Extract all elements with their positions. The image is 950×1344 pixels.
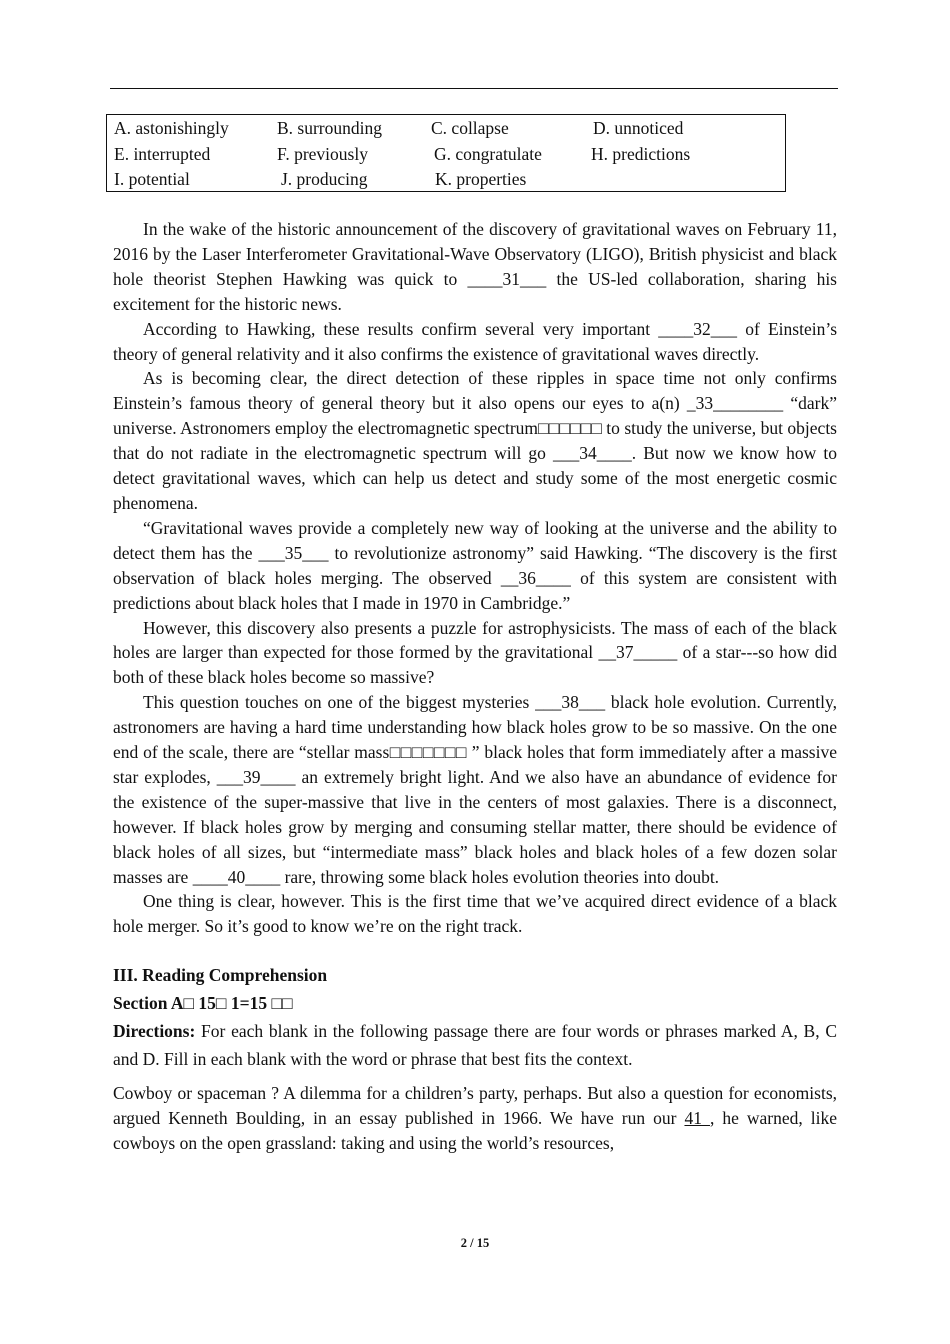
word-option-i: I. potential [114,169,190,189]
page-number: 2 / 15 [460,1236,490,1250]
passage2-text-end: , he warned, like cowboys on the open grassland: taking and using the world’s resources, [113,1108,838,1154]
section-spacer [113,939,837,961]
directions-text: For each blank in the following passage there are four words or phrases marked A, B, C and D. Fill in each blank with the word or phrase that best fits the context. [113,1021,837,1070]
passage-paragraph: According to Hawking, these results confirm several very important ____32___ of Einstein’s theory of general relativity and it also confirms the existence of gravitational waves directly. [113,318,837,364]
passage-paragraph: This question touches on one of the biggest mysteries ___38___ black hole evolution. Currently, astronomers are having a hard time understanding how black holes grow to be so massive. On the one end of the scale, there are “stellar mass□□□□□□□ ” black holes that form immediately after a massive star explodes, ___39____ an extremely bright light. And we also have an abundance of evidence for the existence of the super-massive that live in the centers of most galaxies. There is a disconnect, however. If black holes grow by merging and consuming stellar matter, there should be evidence of black holes of all sizes, but “intermediate mass” black holes and black holes of a few dozen solar masses are ____40____ rare, throwing some black holes evolution theories into doubt. [113,692,837,887]
directions [113,1017,837,1073]
blank-41: 41 [684,1108,710,1129]
word-option-c: C. collapse [431,118,509,138]
main-content [113,217,837,1156]
directions-label: Directions: [113,1021,196,1042]
section-heading: III. Reading Comprehension [113,965,328,986]
word-option-k: K. properties [435,169,527,189]
passage2-text-start: Cowboy or spaceman ? A dilemma for a children’s party, perhaps. But also a question for economists, argued Kenneth Boulding, in an essay published in 1966. We have run our [113,1083,837,1129]
word-option-a: A. astonishingly [114,118,229,138]
word-option-h: H. predictions [591,144,691,164]
passage2-paragraph [113,1081,837,1156]
word-bank-box [106,114,786,192]
word-option-g: G. congratulate [434,144,542,164]
section-subheading: Section A□ 15□ 1=15 □□ [113,993,293,1014]
word-option-j: J. producing [281,169,368,189]
word-option-d: D. unnoticed [593,118,684,138]
word-option-e: E. interrupted [114,144,211,164]
word-option-b: B. surrounding [277,118,382,138]
passage-paragraph: As is becoming clear, the direct detection of these ripples in space time not only confirms Einstein’s famous theory of general theory but it also opens our eyes to a(n) _33________ “dark” universe. Astronomers employ the electromagnetic spectrum□□□□□□ to study the universe, but objects that do not radiate in the electromagnetic spectrum will go ___34____. But now we know how to detect gravitational waves, which can help us detect and study some of the most energetic cosmic phenomena. [113,368,837,513]
passage-paragraph: One thing is clear, however. This is the first time that we’ve acquired direct evidence of a black hole merger. So it’s good to know we’re on the right track. [113,891,837,937]
paragraph-spacer [113,1073,837,1081]
passage-paragraph: “Gravitational waves provide a completely new way of looking at the universe and the ability to detect them has the ___35___ to revolutionize astronomy” said Hawking. “The discovery is the first observation of black holes merging. The observed __36____ of this system are consistent with predictions about black holes that I made in 1970 in Cambridge.” [113,517,837,613]
passage-paragraph: In the wake of the historic announcement of the discovery of gravitational waves on February 11, 2016 by the Laser Interferometer Gravitational-Wave Observatory (LIGO), British physicist and black hole theorist Stephen Hawking was quick to ____31___ the US-led collaboration, sharing his excitement for the historic news. [113,219,837,314]
passage-paragraph: However, this discovery also presents a puzzle for astrophysicists. The mass of each of the black holes are larger than expected for those formed by the gravitational __37_____ of a star---so how did both of these black holes become so massive? [113,617,837,688]
header-rule [110,88,838,89]
word-option-f: F. previously [277,144,368,164]
